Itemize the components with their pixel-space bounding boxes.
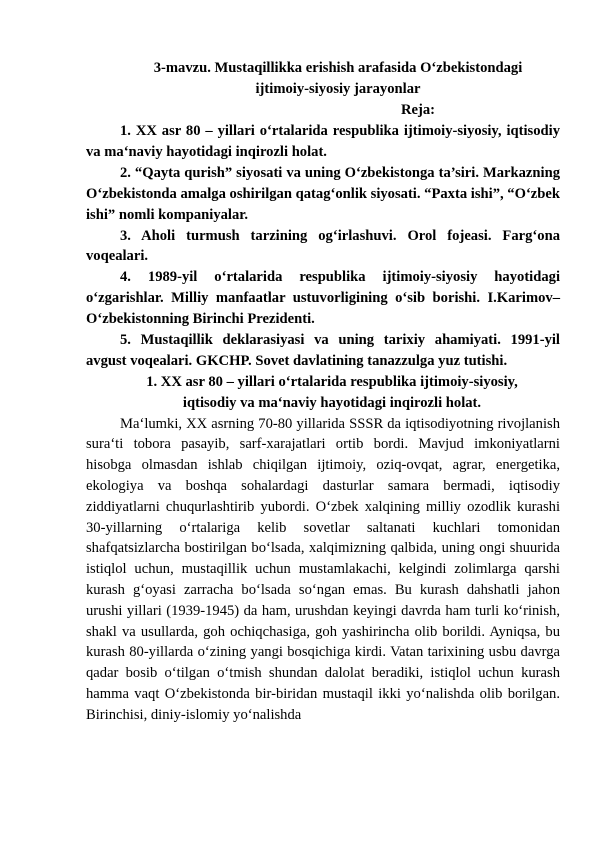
document-page [86, 58, 560, 726]
document-title-line-2: ijtimoiy-siyosiy jarayonlar [255, 81, 421, 97]
body-paragraph: Ma‘lumki, XX asrning 70-80 yillarida SSSR da iqtisodiyotning rivojlanish sura‘ti tobora pasayib, sarf-xarajatlari ortib bordi. Mavjud imkoniyatlarni hisobga olmasdan ishlab chiqilgan ijtimoiy, oziq-ovqat, agrar, energetika, ekologiya va boshqa sohalardagi dasturlar samara bermadi, iqtisodiy ziddiyatlarni chuqurlashtirib yubordi. O‘zbek xalqining milliy ozodlik kurashi 30-yillarning o‘rtalariga kelib sovetlar saltanati kuchlari tomonidan shafqatsizlarcha bostirilgan bo‘lsada, xalqimizning qalbida, uning ongi shuurida istiqlol uchun, mustaqillik uchun mustamlakachi, kelgindi zolimlarga qarshi kurash g‘oyasi zarracha bo‘lsada so‘ngan emas. Bu kurash dahshatli jahon urushi yillari (1939-1945) da ham, urushdan keyingi davrda ham turli ko‘rinish, shakl va usullarda, goh ochiqchasiga, goh yashirincha olib borildi. Ayniqsa, bu kurash 80-yillarda o‘zining yangi bosqichiga kirdi. Vatan tarixining usbu davrga qadar bosib o‘tilgan o‘tmish shundan dalolat beradiki, istiqlol uchun kurash hamma vaqt O‘zbekistonda bir-biridan mustaqil ikki yo‘nalishda olib borilgan. Birinchisi, diniy-islomiy yo‘nalishda [86, 415, 560, 723]
section-heading-line-1: 1. XX asr 80 – yillari o‘rtalarida respublika ijtimoiy-siyosiy, [146, 373, 518, 390]
plan-heading: Reja: [400, 102, 436, 118]
document-title [86, 58, 560, 100]
plan-item-5: 5. Mustaqillik deklarasiyasi va uning tarixiy ahamiyati. 1991-yil avgust voqealari. GKCHP. Sovet davlatining tanazzulga yuz tutishi. [86, 332, 560, 369]
section-heading-line-2: iqtisodiy va ma‘naviy hayotidagi inqirozli holat. [182, 394, 482, 411]
plan-item-3: 3. Aholi turmush tarzining og‘irlashuvi. Orol fojeasi. Farg‘ona voqealari. [86, 227, 560, 265]
plan-item-4: 4. 1989-yil o‘rtalarida respublika ijtimoiy-siyosiy hayotidagi o‘zgarishlar. Milliy manfaatlar ustuvorligining o‘sib borishi. I.Karimov–O‘zbekistonning Birinchi Prezidenti. [86, 269, 560, 328]
plan-item-1: 1. XX asr 80 – yillari o‘rtalarida respublika ijtimoiy-siyosiy, iqtisodiy va ma‘naviy hayotidagi inqirozli holat. [86, 123, 560, 160]
section-heading [86, 372, 560, 414]
document-title-line-1: 3-mavzu. Mustaqillikka erishish arafasida O‘zbekistondagi [153, 60, 523, 76]
plan-item-2: 2. “Qayta qurish” siyosati va uning O‘zbekistonga ta’siri. Markazning O‘zbekistonda amalga oshirilgan qatag‘onlik siyosati. “Paxta ishi”, “O‘zbek ishi” nomli kompaniyalar. [86, 164, 560, 223]
